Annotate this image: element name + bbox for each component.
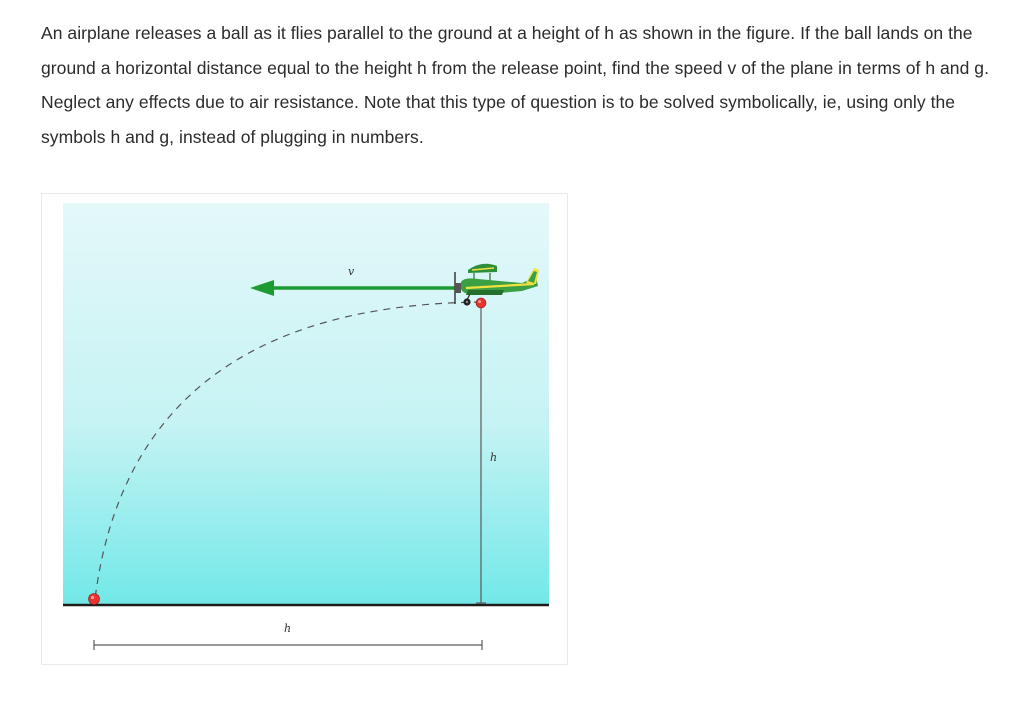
sky-background <box>63 203 549 605</box>
velocity-label: v <box>348 265 355 278</box>
question-text: An airplane releases a ball as it flies parallel to the ground at a height of h as shown in the figure. If the ball lands on the ground a horizontal distance equal to the height h from the release point, find the speed v of the plane in terms of h and g. Neglect any effects due to air resistance. Note that this type of question is to be solved symbolically, ie, using only the symbols h and g, instead of plugging in numbers. <box>41 23 989 147</box>
ball-landed-icon <box>89 594 100 605</box>
projectile-diagram <box>42 194 569 666</box>
height-label: h <box>490 451 498 464</box>
ball-released-icon <box>476 298 486 308</box>
figure-panel <box>41 193 568 665</box>
distance-label: h <box>284 622 292 635</box>
